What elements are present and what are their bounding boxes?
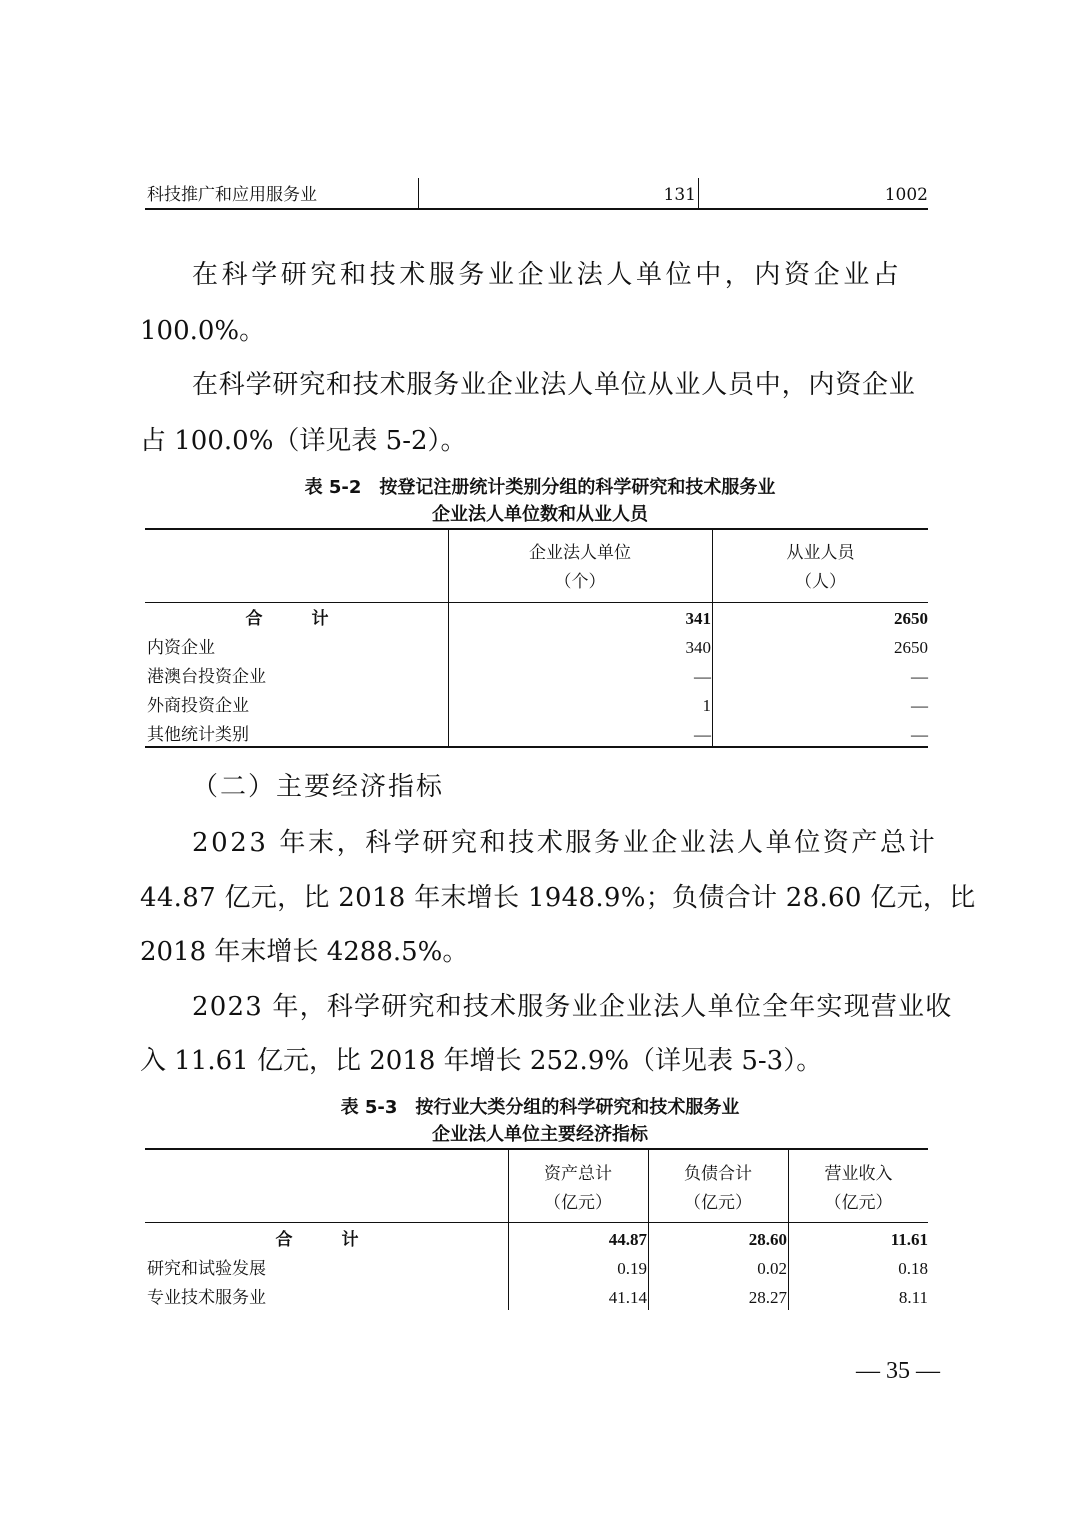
table-5-2-caption-line-2: 企业法人单位数和从业人员 bbox=[432, 504, 648, 525]
header-rule bbox=[145, 1222, 928, 1223]
paragraph-1-line-1: 在科学研究和技术服务业企业法人单位中，内资企业占 bbox=[192, 260, 903, 290]
column-header-revenue: 营业收入 bbox=[824, 1164, 893, 1184]
paragraph-2-line-2: 占 100.0%（详见表 5-2）。 bbox=[140, 426, 467, 456]
top-row-label: 科技推广和应用服务业 bbox=[147, 185, 317, 205]
table-cell: — bbox=[911, 696, 928, 715]
column-header-assets-unit: （亿元） bbox=[544, 1193, 612, 1213]
table-cell: — bbox=[694, 725, 711, 744]
table-bottom-rule bbox=[145, 746, 928, 748]
page-number: — 35 — bbox=[856, 1358, 940, 1384]
table-cell: 340 bbox=[685, 638, 711, 657]
column-divider bbox=[698, 178, 699, 208]
header-rule bbox=[145, 602, 928, 603]
table-cell: — bbox=[911, 667, 928, 686]
table-cell: 0.18 bbox=[898, 1259, 928, 1278]
top-row-employees: 1002 bbox=[884, 185, 928, 205]
table-cell: 0.19 bbox=[617, 1259, 647, 1278]
table-cell: 1 bbox=[702, 696, 711, 715]
paragraph-2-line-1: 在科学研究和技术服务业企业法人单位从业人员中，内资企业 bbox=[192, 370, 916, 400]
table-cell: 2650 bbox=[894, 638, 928, 657]
table-row-label: 外商投资企业 bbox=[147, 696, 249, 716]
column-divider bbox=[418, 178, 419, 208]
column-header-units-unit: （个） bbox=[554, 572, 606, 592]
table-cell: 341 bbox=[685, 609, 711, 628]
top-row-count: 131 bbox=[663, 185, 696, 205]
table-row-label-total: 合 计 bbox=[275, 1230, 375, 1250]
table-row-label: 研究和试验发展 bbox=[147, 1259, 266, 1279]
table-5-3-caption-line-1: 表 5-3 按行业大类分组的科学研究和技术服务业 bbox=[340, 1097, 740, 1118]
paragraph-3-line-2: 44.87 亿元，比 2018 年末增长 1948.9%；负债合计 28.60 亿元，比 bbox=[140, 883, 976, 913]
paragraph-3-line-1: 2023 年末，科学研究和技术服务业企业法人单位资产总计 bbox=[192, 828, 938, 858]
paragraph-1-line-2: 100.0%。 bbox=[140, 316, 266, 346]
table-cell: 28.27 bbox=[748, 1288, 787, 1307]
paragraph-4-line-2: 入 11.61 亿元，比 2018 年增长 252.9%（详见表 5-3）。 bbox=[140, 1046, 823, 1076]
table-cell: — bbox=[911, 725, 928, 744]
table-cell: 41.14 bbox=[608, 1288, 647, 1307]
table-row-label: 港澳台投资企业 bbox=[147, 667, 266, 687]
table-bottom-rule bbox=[145, 208, 928, 210]
column-header-employees-unit: （人） bbox=[795, 572, 846, 592]
table-top-rule bbox=[145, 528, 928, 530]
column-header-units: 企业法人单位 bbox=[529, 543, 631, 563]
table-row-label-total: 合 计 bbox=[245, 609, 345, 629]
table-top-rule bbox=[145, 1148, 928, 1150]
table-cell: — bbox=[694, 667, 711, 686]
paragraph-4-line-1: 2023 年，科学研究和技术服务业企业法人单位全年实现营业收 bbox=[192, 992, 953, 1022]
column-header-liabilities: 负债合计 bbox=[684, 1164, 752, 1184]
table-cell: 28.60 bbox=[748, 1230, 787, 1249]
table-cell: 44.87 bbox=[608, 1230, 647, 1249]
paragraph-3-line-3: 2018 年末增长 4288.5%。 bbox=[140, 937, 469, 967]
table-cell: 0.02 bbox=[757, 1259, 787, 1278]
column-header-liabilities-unit: （亿元） bbox=[684, 1193, 752, 1213]
table-cell: 11.61 bbox=[890, 1230, 928, 1249]
section-heading: （二）主要经济指标 bbox=[192, 772, 445, 802]
table-cell: 2650 bbox=[894, 609, 928, 628]
column-header-employees: 从业人员 bbox=[786, 543, 855, 563]
table-row-label: 内资企业 bbox=[147, 638, 215, 658]
table-row-label: 其他统计类别 bbox=[147, 725, 249, 745]
column-header-assets: 资产总计 bbox=[544, 1164, 612, 1184]
table-row-label: 专业技术服务业 bbox=[147, 1288, 266, 1308]
column-header-revenue-unit: （亿元） bbox=[824, 1193, 893, 1213]
table-cell: 8.11 bbox=[898, 1288, 928, 1307]
table-5-2-caption-line-1: 表 5-2 按登记注册统计类别分组的科学研究和技术服务业 bbox=[304, 477, 776, 498]
table-5-3-caption-line-2: 企业法人单位主要经济指标 bbox=[432, 1124, 648, 1145]
